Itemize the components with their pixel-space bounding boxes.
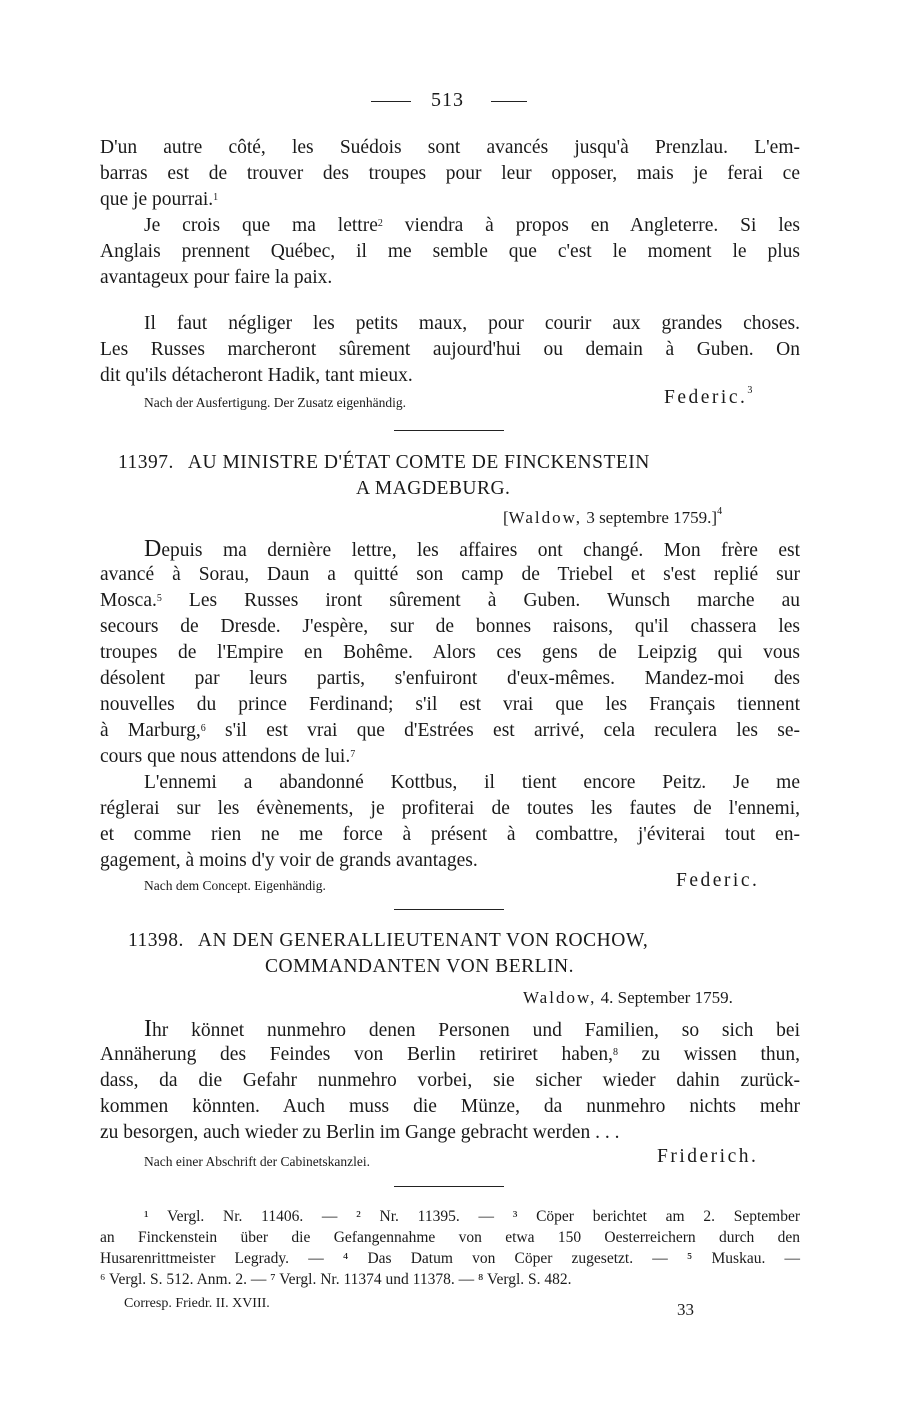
footnote-ref: 7 — [350, 749, 356, 760]
footnote-line: ¹ Vergl. Nr. 11406. — ² Nr. 11395. — ³ Cöper berichtet am 2. September — [144, 1208, 800, 1225]
initial-letter: I — [144, 1016, 152, 1042]
text-line: nouvelles du prince Ferdinand; s'il est vrai que les Français tiennent — [100, 694, 800, 715]
text-line: Depuis ma dernière lettre, les affaires ont changé. Mon frère est — [144, 536, 800, 562]
text-line: réglerai sur les évènements, je profiterai de toutes les fautes de l'ennemi, — [100, 798, 800, 819]
text-line: kommen könnten. Auch muss die Münze, da nunmehro nichts mehr — [100, 1096, 800, 1117]
footnote-line: ⁶ Vergl. S. 512. Anm. 2. — ⁷ Vergl. Nr. 11374 und 11378. — ⁸ Vergl. S. 482. — [100, 1271, 572, 1288]
letter-number: 11397. — [118, 452, 174, 473]
text-line: secours de Dresde. J'espère, sur de bonnes raisons, qu'il chassera les — [100, 616, 800, 637]
footnote-divider — [394, 1186, 504, 1187]
section-divider — [394, 430, 504, 431]
postscript-line: Les Russes marcheront sûrement aujourd'hui ou demain à Guben. On — [100, 339, 800, 360]
signature-mark: Corresp. Friedr. II. XVIII. — [124, 1296, 270, 1311]
page-number: 513 — [431, 89, 464, 111]
text-line: Mosca.$^5$ Les Russes iront sûrement à Guben. Wunsch marche au — [100, 590, 800, 611]
sheet-number: 33 — [677, 1300, 694, 1319]
footnote-ref: 8 — [612, 1047, 618, 1058]
section-divider — [394, 909, 504, 910]
footnote-ref: 4 — [717, 506, 723, 517]
postscript-line: dit qu'ils détacheront Hadik, tant mieux. — [100, 365, 413, 386]
text-line: et comme rien ne me force à présent à combattre, j'éviterai tout en- — [100, 824, 800, 845]
signature: Federic.$^3$ — [664, 385, 755, 408]
text-line: désolent par leurs partis, s'enfuiront d'eux-mêmes. Mandez-moi des — [100, 668, 800, 689]
text-line: Ihr könnet nunmehro denen Personen und Familien, so sich bei — [144, 1016, 800, 1042]
text-line: avantageux pour faire la paix. — [100, 267, 333, 288]
signature: Friderich. — [657, 1146, 759, 1167]
footnote-ref: 2 — [377, 218, 383, 229]
text-line: Annäherung des Feindes von Berlin retiriret haben,$^8$ zu wissen thun, — [100, 1044, 800, 1065]
dateline: Waldow, 4. September 1759. — [523, 988, 733, 1007]
letter-title: AU MINISTRE D'ÉTAT COMTE DE FINCKENSTEIN — [187, 452, 650, 473]
text-line: L'ennemi a abandonné Kottbus, il tient encore Peitz. Je me — [144, 772, 800, 793]
letter-heading — [118, 452, 650, 474]
text-line: troupes de l'Empire en Bohême. Alors ces gens de Leipzig qui vous — [100, 642, 800, 663]
letter-heading — [128, 930, 648, 952]
signature: Federic. — [676, 870, 760, 891]
text-line: avancé à Sorau, Daun a quitté son camp de Triebel et s'est replié sur — [100, 564, 800, 585]
letter-title-line2: COMMANDANTEN VON BERLIN. — [265, 956, 575, 977]
text-line: Anglais prennent Québec, il me semble que c'est le moment le plus — [100, 241, 800, 262]
text-line: que je pourrai.$^1$ — [100, 189, 219, 210]
footnote-ref: 6 — [200, 723, 206, 734]
text-line: dass, da die Gefahr nunmehro vorbei, sie sicher wieder dahin zurück- — [100, 1070, 800, 1091]
initial-letter: D — [144, 536, 162, 562]
footnote-ref: 5 — [156, 593, 162, 604]
text-line: cours que nous attendons de lui.$^7$ — [100, 746, 356, 767]
header-rule-left — [371, 101, 411, 102]
letter-title-line2: A MAGDEBURG. — [356, 478, 511, 499]
dateline: [Waldow, 3 septembre 1759.]$^4$ — [503, 506, 723, 527]
text-line: zu besorgen, auch wieder zu Berlin im Gange gebracht werden . . . — [100, 1122, 620, 1143]
footnote-ref: 1 — [213, 192, 219, 203]
letter-title: AN DEN GENERALLIEUTENANT VON ROCHOW, — [197, 930, 649, 951]
letter-number: 11398. — [128, 930, 184, 951]
text-line: gagement, à moins d'y voir de grands avantages. — [100, 850, 478, 871]
text-line: barras est de trouver des troupes pour leur opposer, mais je ferai ce — [100, 163, 800, 184]
header-rule-right — [491, 101, 527, 102]
footnote-line: an Finckenstein über die Gefangennahme von etwa 150 Oesterreichern durch den — [100, 1229, 800, 1246]
source-note: Nach dem Concept. Eigenhändig. — [144, 878, 326, 893]
footnote-ref: 3 — [747, 385, 755, 396]
text-line: à Marburg,$^6$ s'il est vrai que d'Estrées est arrivé, cela reculera les se- — [100, 720, 800, 741]
source-note: Nach der Ausfertigung. Der Zusatz eigenhändig. — [144, 395, 407, 410]
footnote-line: Husarenrittmeister Legrady. — ⁴ Das Datum von Cöper zugesetzt. — ⁵ Muskau. — — [100, 1250, 800, 1267]
postscript-line: Il faut négliger les petits maux, pour courir aux grandes choses. — [144, 313, 800, 334]
text-line: D'un autre côté, les Suédois sont avancés jusqu'à Prenzlau. L'em- — [100, 137, 800, 158]
text-line: Je crois que ma lettre$^2$ viendra à propos en Angleterre. Si les — [144, 215, 800, 236]
source-note: Nach einer Abschrift der Cabinetskanzlei. — [144, 1154, 371, 1169]
